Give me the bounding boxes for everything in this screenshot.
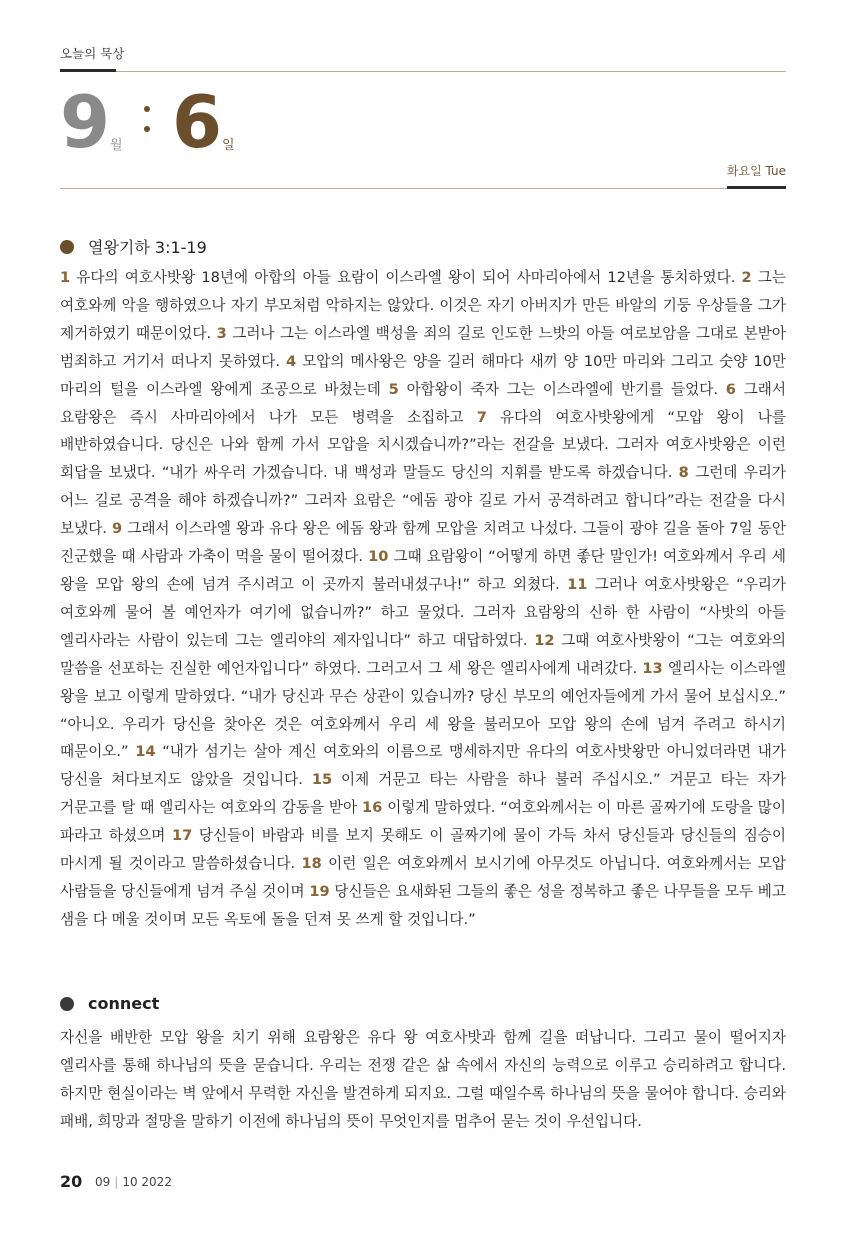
day-unit: 일 (222, 138, 235, 153)
scripture-heading (60, 235, 207, 258)
scripture-reference: 열왕기하 3:1-19 (88, 238, 207, 257)
verse-text: 유다의 여호사밧왕 18년에 아합의 아들 요람이 이스라엘 왕이 되어 사마리아에서 12년을 통치하였다. (70, 269, 742, 286)
day-number: 6 (172, 80, 221, 164)
verse-number: 8 (678, 464, 689, 482)
issue-date (95, 1175, 172, 1189)
section-underline (60, 69, 116, 72)
verse-number: 9 (112, 520, 123, 538)
verse-number: 11 (567, 575, 588, 593)
verse-number: 16 (362, 799, 383, 817)
verse-number: 1 (60, 269, 71, 286)
bullet-dot-icon (60, 997, 74, 1011)
verse-text: 모압의 메사왕은 양을 길러 해마다 새끼 양 10만 마리와 그리고 숫양 10만 마리의 털을 이스라엘 왕에게 조공으로 바쳤는데 (60, 352, 787, 398)
connect-title: connect (88, 994, 160, 1013)
verse-text: 엘리사는 이스라엘 왕을 보고 이렇게 말하였다. “내가 당신과 무슨 상관이 있습니까? 당신 부모의 예언자들에게 가서 물어 보십시오.” “아니오. 우리가 당신을 찾아온 것은 여호와께서 우리 세 왕을 불러모아 모압 왕의 손에 넘겨 주려고 하시기 때문이오.” (60, 659, 786, 761)
connect-heading (60, 994, 159, 1013)
issue-month-year: 10 2022 (122, 1175, 172, 1189)
verse-number: 5 (388, 380, 399, 398)
issue-month: 09 (95, 1175, 111, 1189)
bullet-dot-icon (60, 240, 74, 254)
verse-text: 이제 거문고 타는 사람을 하나 불러 주십시오.” 거문고 타는 자가 거문고를 탈 때 엘리사는 여호와의 감동을 받아 (60, 771, 787, 817)
verse-text: 유다의 여호사밧왕에게 “모압 왕이 나를 배반하였습니다. 당신은 나와 함께 가서 모압을 치시겠습니까?”라는 전갈을 보냈다. 그러자 여호사밧왕은 이런 회답을 보냈다. “내가 싸우러 가겠습니다. 내 백성과 말들도 당신의 지휘를 받도록 하겠습니다. (60, 408, 786, 482)
verse-number: 10 (368, 548, 389, 566)
date-colon (144, 106, 152, 146)
verse-number: 19 (309, 882, 330, 900)
verse-text: 그런데 우리가 어느 길로 공격을 해야 하겠습니까?” 그러자 요람은 “에돔 광야 길로 가서 공격하려고 합니다”라는 전갈을 다시 보냈다. (60, 464, 786, 538)
verse-number: 3 (216, 324, 227, 342)
verse-text: 그때 요람왕이 “어떻게 하면 좋단 말인가! 여호와께서 우리 세 왕을 모압 왕의 손에 넘겨 주시려고 이 곳까지 불러내셨구나!” 하고 외쳤다. (60, 548, 786, 593)
header-divider (60, 188, 786, 189)
verse-text: 그때 여호사밧왕이 “그는 여호와의 말씀을 선포하는 진실한 예언자입니다” 하였다. 그러고서 그 세 왕은 엘리사에게 내려갔다. (60, 631, 786, 677)
month-number: 9 (60, 80, 109, 164)
verse-text: 그는 여호와께 악을 행하였으나 자기 부모처럼 악하지는 않았다. 이것은 자기 아버지가 만든 바알의 기둥 우상들을 그가 제거하였기 때문이었다. (60, 269, 786, 342)
verse-text: 아합왕이 죽자 그는 이스라엘에 반기를 들었다. (398, 380, 726, 398)
verse-text: 그러나 여호사밧왕은 “우리가 여호와께 물어 볼 예언자가 여기에 없습니까?” 하고 물었다. 그러자 요람왕의 신하 한 사람이 “사밧의 아들 엘리사라는 사람이 있는데 그는 엘리야의 제자입니다” 하고 대답하였다. (60, 575, 786, 649)
verse-text: “내가 섬기는 살아 계신 여호와의 이름으로 맹세하지만 유다의 여호사밧왕만 아니었더라면 내가 당신을 쳐다보지도 않았을 것입니다. (60, 743, 786, 789)
verse-number: 4 (286, 352, 297, 370)
verse-number: 12 (534, 631, 555, 649)
issue-separator: | (114, 1175, 119, 1189)
verse-text: 이런 일은 여호와께서 보시기에 아무것도 아닙니다. 여호와께서는 모압 사람들을 당신들에게 넘겨 주실 것이며 (60, 855, 786, 900)
page-number: 20 (60, 1172, 83, 1191)
scripture-body (60, 264, 786, 934)
section-label: 오늘의 묵상 (60, 46, 125, 61)
connect-body: 자신을 배반한 모압 왕을 치기 위해 요람왕은 유다 왕 여호사밧과 함께 길을 떠납니다. 그리고 물이 떨어지자 엘리사를 통해 하나님의 뜻을 묻습니다. 우리는 전쟁 같은 삶 속에서 자신의 능력으로 이루고 승리하려고 합니다. 하지만 현실이라는 벽 앞에서 무력한 자신을 발견하게 되지요. 그럴 때일수록 하나님의 뜻을 물어야 합니다. 승리와 패배, 희망과 절망을 말하기 이전에 하나님의 뜻이 무엇인지를 멈추어 묻는 것이 우선입니다. (60, 1029, 786, 1130)
verse-number: 7 (476, 408, 487, 426)
verse-text: 그래서 요람왕은 즉시 사마리아에서 나가 모든 병력을 소집하고 (60, 380, 786, 426)
verse-number: 13 (642, 659, 663, 677)
verse-text: 당신들이 바람과 비를 보지 못해도 이 골짜기에 물이 가득 차서 당신들과 당신들의 짐승이 마시게 될 것이라고 말씀하셨습니다. (60, 827, 786, 873)
verse-number: 18 (301, 855, 322, 873)
verse-text: 이렇게 말하였다. “여호와께서는 이 마른 골짜기에 도랑을 많이 파라고 하셨으며 (60, 799, 786, 845)
verse-text: 당신들은 요새화된 그들의 좋은 성을 정복하고 좋은 나무들을 모두 베고 샘을 다 메울 것이며 모든 옥토에 돌을 던져 못 쓰게 할 것입니다.” (60, 882, 786, 928)
weekday-label: 화요일 Tue (726, 164, 786, 178)
verse-number: 14 (135, 743, 156, 761)
verse-number: 15 (311, 771, 333, 789)
verse-text: 그래서 이스라엘 왕과 유다 왕은 에돔 왕과 함께 모압을 치려고 나섰다. 그들이 광야 길을 돌아 7일 동안 진군했을 때 사람과 가축이 먹을 물이 떨어졌다. (60, 520, 786, 566)
top-divider (60, 71, 786, 72)
month-unit: 월 (110, 138, 123, 153)
weekday-underline (727, 186, 786, 189)
verse-number: 17 (171, 827, 193, 845)
verse-text: 그러나 그는 이스라엘 백성을 죄의 길로 인도한 느밧의 아들 여로보암을 그대로 본받아 범죄하고 거기서 떠나지 못하였다. (60, 324, 786, 370)
verse-number: 6 (725, 380, 736, 398)
verse-number: 2 (741, 269, 752, 286)
